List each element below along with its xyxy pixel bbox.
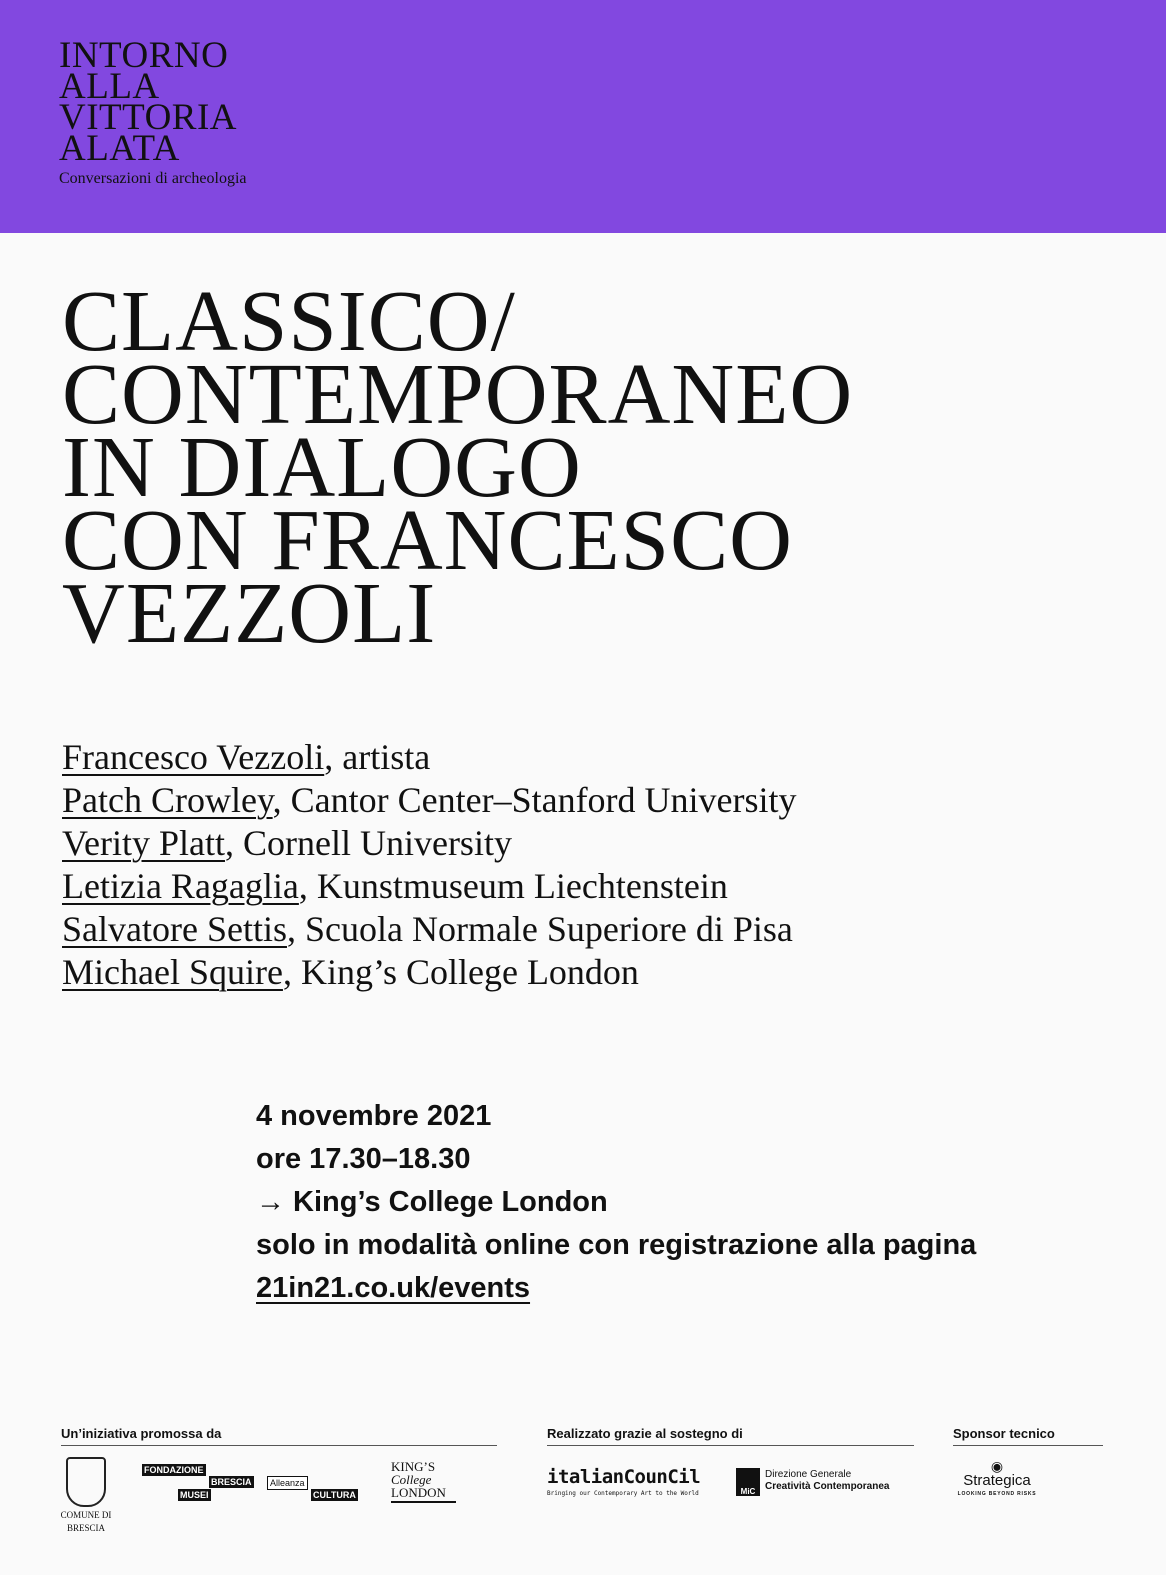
speaker-affiliation: , artista [324, 737, 431, 777]
fbm-word: FONDAZIONE [144, 1465, 204, 1475]
title-line: IN DIALOGO [62, 418, 582, 515]
speaker-affiliation: , King’s College London [282, 952, 639, 992]
event-info [256, 1095, 976, 1310]
event-date: 4 novembre 2021 [256, 1100, 492, 1132]
speaker-affiliation: , Scuola Normale Superiore di Pisa [286, 909, 793, 949]
title-line: VEZZOLI [62, 564, 437, 661]
event-venue: → King’s College London [256, 1186, 608, 1218]
speaker-row [62, 779, 797, 822]
direzione-line: Creatività Contemporanea [765, 1481, 890, 1492]
direzione-text [765, 1469, 889, 1493]
title-line: CON FRANCESCO [62, 491, 793, 588]
registration-link[interactable]: 21in21.co.uk/events [256, 1272, 531, 1304]
sponsor-heading: Sponsor tecnico [953, 1426, 1103, 1446]
direzione-line: Direzione Generale [765, 1469, 852, 1480]
speaker-row [62, 908, 797, 951]
event-title [62, 272, 854, 661]
speaker-affiliation: , Kunstmuseum Liechtenstein [298, 866, 728, 906]
italian-council-logo [547, 1466, 700, 1497]
kings-line: College [391, 1472, 432, 1487]
speaker-name: Salvatore Settis [62, 909, 287, 949]
comune-line: COMUNE DI [60, 1510, 112, 1520]
speaker-row [62, 951, 797, 994]
title-line: CONTEMPORANEO [62, 345, 854, 442]
strategica-tagline: LOOKING BEYOND RISKS [957, 1491, 1037, 1497]
series-subtitle: Conversazioni di archeologia [59, 170, 247, 187]
event-note: solo in modalità online con registrazione alla pagina [256, 1229, 977, 1261]
speaker-row [62, 822, 797, 865]
mic-mark-icon: MiC [736, 1468, 760, 1496]
event-time: ore 17.30–18.30 [256, 1143, 471, 1175]
logo-line: INTORNO [59, 35, 229, 76]
footer-promoted [61, 1426, 497, 1446]
promoted-heading: Un’iniziativa promossa da [61, 1426, 497, 1446]
footer-support [547, 1426, 914, 1446]
italian-council-wordmark: italianCounCil [547, 1466, 701, 1488]
support-heading: Realizzato grazie al sostegno di [547, 1426, 914, 1446]
speaker-affiliation: , Cornell University [224, 823, 512, 863]
comune-line: BRESCIA [66, 1523, 105, 1533]
strategica-wordmark: Strategica [963, 1472, 1031, 1489]
speaker-name: Francesco Vezzoli [62, 737, 325, 777]
fbm-word: Alleanza [267, 1476, 308, 1490]
strategica-logo [953, 1459, 1041, 1497]
logo-line: ALLA [59, 66, 160, 107]
speaker-row [62, 736, 797, 779]
kings-line: LONDON [391, 1485, 446, 1500]
fbm-word: MUSEI [180, 1490, 209, 1500]
kings-college-logo [391, 1460, 456, 1503]
fbm-word: BRESCIA [211, 1477, 252, 1487]
speaker-name: Michael Squire [62, 952, 283, 992]
kings-line: KING’S [391, 1459, 436, 1474]
logo-line: VITTORIA [59, 97, 238, 138]
title-line: CLASSICO/ [62, 272, 516, 369]
logo-line: ALATA [59, 128, 180, 169]
speaker-affiliation: , Cantor Center–Stanford University [272, 780, 797, 820]
series-logo [59, 35, 247, 188]
speaker-row [62, 865, 797, 908]
italian-council-tagline: Bringing our Contemporary Art to the World [547, 1490, 699, 1497]
comune-brescia-logo [60, 1457, 112, 1533]
crest-icon [66, 1457, 106, 1507]
speaker-name: Patch Crowley [62, 780, 273, 820]
footer-sponsor [953, 1426, 1103, 1446]
eye-icon: ◉ [990, 1458, 1004, 1474]
fbm-word: CULTURA [313, 1490, 356, 1500]
speaker-list [62, 736, 797, 994]
speaker-name: Verity Platt [62, 823, 225, 863]
speaker-name: Letizia Ragaglia [62, 866, 299, 906]
